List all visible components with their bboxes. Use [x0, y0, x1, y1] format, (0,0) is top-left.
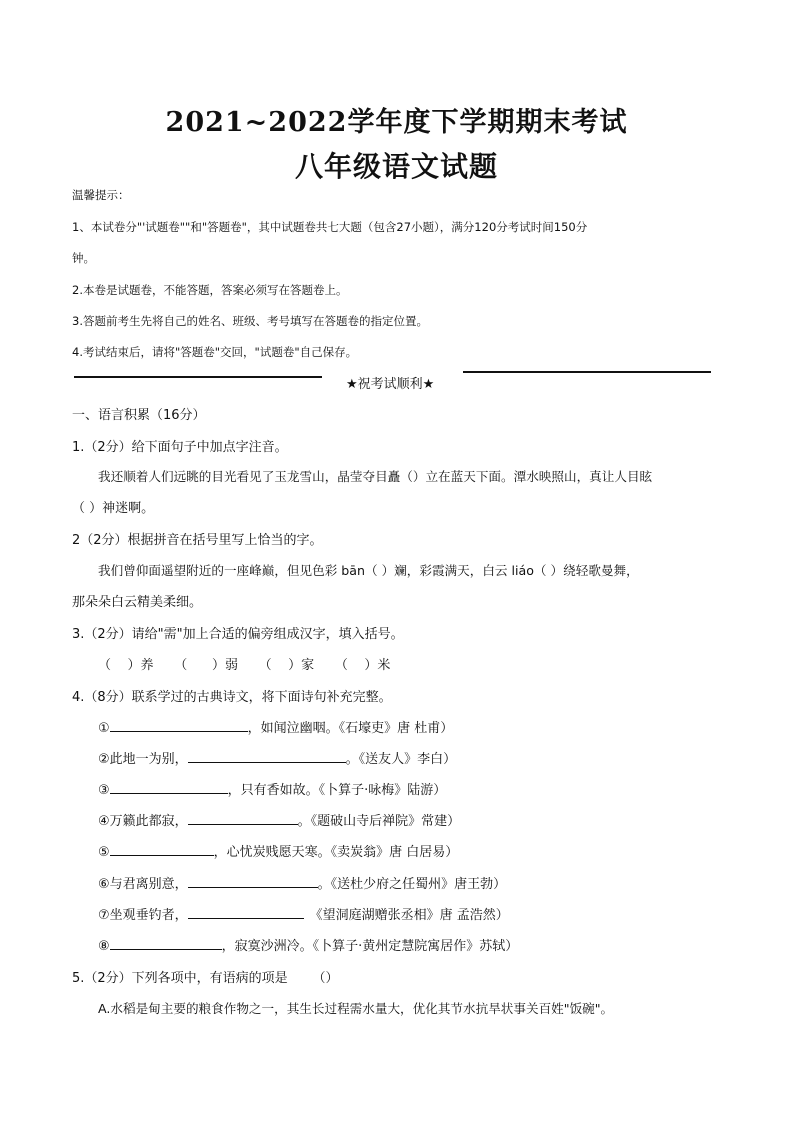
poem-line-4-prefix: ④万籁此都寂，: [98, 814, 188, 829]
question-5-stem: 5.（2分）下列各项中，有语病的项是 （）: [72, 971, 339, 986]
poem-line-1-suffix: ，如闻泣幽咽。《石壕吏》唐 杜甫）: [247, 721, 454, 736]
poem-line-4-suffix: 。《题破山寺后禅院》常建）: [297, 814, 461, 829]
good-luck-banner: ★祝考试顺利★: [346, 377, 435, 392]
divider-right: [463, 371, 711, 373]
poem-line-7-prefix: ⑦坐观垂钓者，: [98, 908, 188, 923]
poem-line-3-prefix: ③: [98, 783, 110, 798]
answer-blank-8: [110, 935, 222, 950]
poem-line-6: [98, 873, 506, 892]
poem-line-8: [98, 935, 518, 954]
notice-item-3: 3.答题前考生先将自己的姓名、班级、考号填写在答题卷的指定位置。: [72, 314, 428, 328]
notice-item-4: 4.考试结束后，请将"答题卷"交回，"试题卷"自己保存。: [72, 345, 358, 359]
poem-line-8-suffix: ，寂寞沙洲冷。《卜算子·黄州定慧院寓居作》苏轼）: [221, 939, 519, 954]
poem-line-5-prefix: ⑤: [98, 845, 110, 860]
answer-blank-7: [188, 904, 304, 919]
poem-line-2-suffix: 。《送友人》李白）: [345, 752, 457, 767]
question-1-stem: 1.（2分）给下面句子中加点字注音。: [72, 440, 288, 455]
notice-item-1-cont: 钟。: [72, 251, 95, 265]
answer-blank-5: [110, 841, 214, 856]
poem-line-6-suffix: 。《送杜少府之任蜀州》唐王勃）: [317, 877, 507, 892]
poem-line-4: [98, 810, 460, 829]
question-3-stem: 3.（2分）请给"需"加上合适的偏旁组成汉字，填入括号。: [72, 627, 404, 642]
divider-left: [74, 376, 322, 378]
poem-line-5-suffix: ，心忧炭贱愿天寒。《卖炭翁》唐 白居易）: [213, 845, 459, 860]
question-2-stem: 2（2分）根据拼音在括号里写上恰当的字。: [72, 533, 323, 548]
poem-line-3: [98, 779, 446, 798]
answer-blank-4: [188, 810, 298, 825]
poem-line-2: [98, 748, 456, 767]
poem-line-7: [98, 904, 509, 923]
poem-line-1-prefix: ①: [98, 721, 110, 736]
notice-item-2: 2.本卷是试题卷，不能答题，答案必须写在答题卷上。: [72, 283, 348, 297]
exam-subtitle: 八年级语文试题: [294, 150, 498, 183]
notice-heading: 温馨提示：: [72, 188, 130, 202]
question-5-option-a: A.水稻是甸主要的粮食作物之一，其生长过程需水量大，优化其节水抗旱状事关百姓"饭碗"。: [98, 1001, 614, 1016]
question-1-text-cont: （ ）神迷啊。: [72, 501, 155, 516]
poem-line-7-suffix: 《望洞庭湖赠张丞相》唐 孟浩然）: [309, 908, 509, 923]
question-2-text: 我们曾仰面遥望附近的一座峰巅，但见色彩 bān（ ）斓，彩霞满天，白云 liáo（ ）绕轻歌曼舞，: [98, 563, 639, 578]
poem-line-8-prefix: ⑧: [98, 939, 110, 954]
notice-item-1: 1、本试卷分"'试题卷""和"答题卷"，其中试题卷共七大题（包含27小题），满分120分考试时间150分: [72, 220, 588, 234]
poem-line-5: [98, 841, 458, 860]
poem-line-1: [98, 717, 453, 736]
answer-blank-6: [188, 873, 318, 888]
question-1-text: 我还顺着人们远眺的目光看见了玉龙雪山，晶莹夺目矗（）立在蓝天下面。潭水映照山，真让人目眩: [98, 469, 653, 484]
poem-line-3-suffix: ，只有香如故。《卜算子·咏梅》陆游）: [227, 783, 447, 798]
question-2-text-cont: 那朵朵白云精美柔细。: [72, 595, 203, 610]
answer-blank-3: [110, 779, 228, 794]
poem-line-2-prefix: ②此地一为别，: [98, 752, 188, 767]
answer-blank-2: [188, 748, 346, 763]
exam-title: 2021~2022学年度下学期期末考试: [165, 107, 628, 138]
question-3-options: （ ）养 （ ）弱 （ ）家 （ ）米: [98, 658, 391, 673]
answer-blank-1: [110, 717, 248, 732]
question-4-stem: 4.（8分）联系学过的古典诗文，将下面诗句补充完整。: [72, 690, 392, 705]
poem-line-6-prefix: ⑥与君离别意，: [98, 877, 188, 892]
section-heading: 一、语言积累（16分）: [72, 408, 206, 423]
